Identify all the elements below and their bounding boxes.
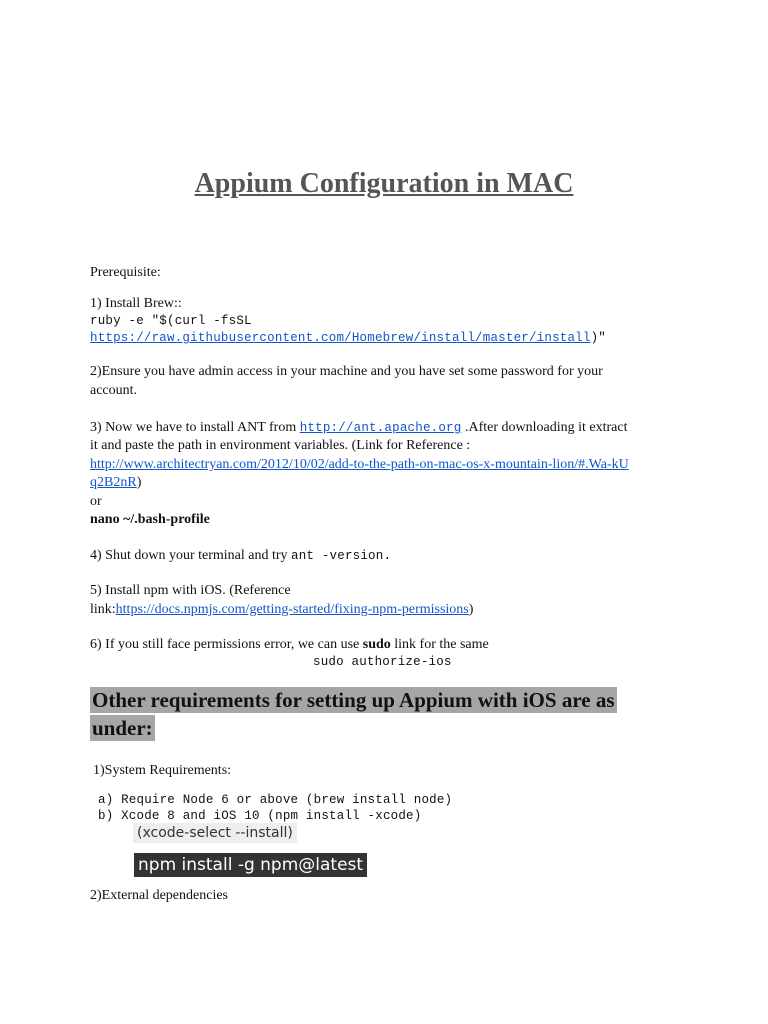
nano-command-text: nano ~/.bash-profile — [90, 512, 210, 527]
xcode-select-command: (xcode-select --install) — [133, 823, 297, 843]
step3-text-post: .After downloading it extract — [461, 420, 628, 435]
sysreq-item-a: a) Require Node 6 or above (brew install node) — [98, 793, 453, 807]
reference-link-line2 — [90, 475, 141, 491]
step2-line2: account. — [90, 383, 138, 398]
sysreq-item-b: b) Xcode 8 and iOS 10 (npm install -xcode) — [98, 809, 422, 823]
homebrew-install-link[interactable]: https://raw.githubusercontent.com/Homebrew/install/master/install — [90, 331, 591, 345]
architectryan-link[interactable]: http://www.architectryan.com/2012/10/02/add-to-the-path-on-mac-os-x-mountain-lion/#.Wa-kU — [90, 457, 629, 472]
step2-line1: 2)Ensure you have admin access in your machine and you have set some password for your — [90, 364, 603, 379]
step5-line1: 5) Install npm with iOS. (Reference — [90, 583, 291, 598]
sudo-authorize-command: sudo authorize-ios — [313, 655, 452, 669]
heading-line1: Other requirements for setting up Appium with iOS are as — [92, 688, 615, 712]
step1-command: ruby -e "$(curl -fsSL — [90, 314, 252, 328]
prerequisite-label: Prerequisite: — [90, 265, 161, 280]
step5-link-label: link: — [90, 602, 116, 617]
step6-text-post: link for the same — [390, 637, 489, 652]
step4-text: 4) Shut down your terminal and try — [90, 548, 292, 563]
step6-line — [90, 637, 489, 653]
step5-close: ) — [468, 602, 474, 617]
page-title: Appium Configuration in MAC — [194, 168, 574, 199]
step1-command-end: )" — [590, 331, 606, 345]
step3-text-pre: 3) Now we have to install ANT from — [90, 420, 300, 435]
external-dependencies-label: 2)External dependencies — [90, 888, 228, 903]
step3-line2: it and paste the path in environment variables. (Link for Reference : — [90, 438, 471, 453]
step4-line — [90, 548, 391, 564]
step5-line2 — [90, 602, 473, 618]
step6-text-pre: 6) If you still face permissions error, we can use — [90, 637, 363, 652]
other-requirements-heading — [90, 686, 656, 742]
nano-command — [90, 512, 210, 528]
npm-permissions-link[interactable]: https://docs.npmjs.com/getting-started/fixing-npm-permissions — [115, 602, 469, 617]
sudo-bold: sudo — [362, 637, 391, 652]
step1-url-line — [90, 331, 606, 345]
step1-label: 1) Install Brew:: — [90, 296, 182, 311]
reference-close: ) — [136, 475, 142, 490]
step3-line1 — [90, 420, 627, 436]
heading-line2: under: — [92, 716, 153, 740]
reference-link-line1 — [90, 457, 629, 473]
or-text: or — [90, 494, 102, 509]
ant-version-command: ant -version. — [291, 549, 392, 563]
npm-install-latest-command: npm install -g npm@latest — [134, 853, 367, 877]
architectryan-link-cont[interactable]: q2B2nR — [90, 475, 137, 490]
ant-apache-link[interactable]: http://ant.apache.org — [299, 421, 462, 435]
system-requirements-label: 1)System Requirements: — [93, 763, 232, 778]
